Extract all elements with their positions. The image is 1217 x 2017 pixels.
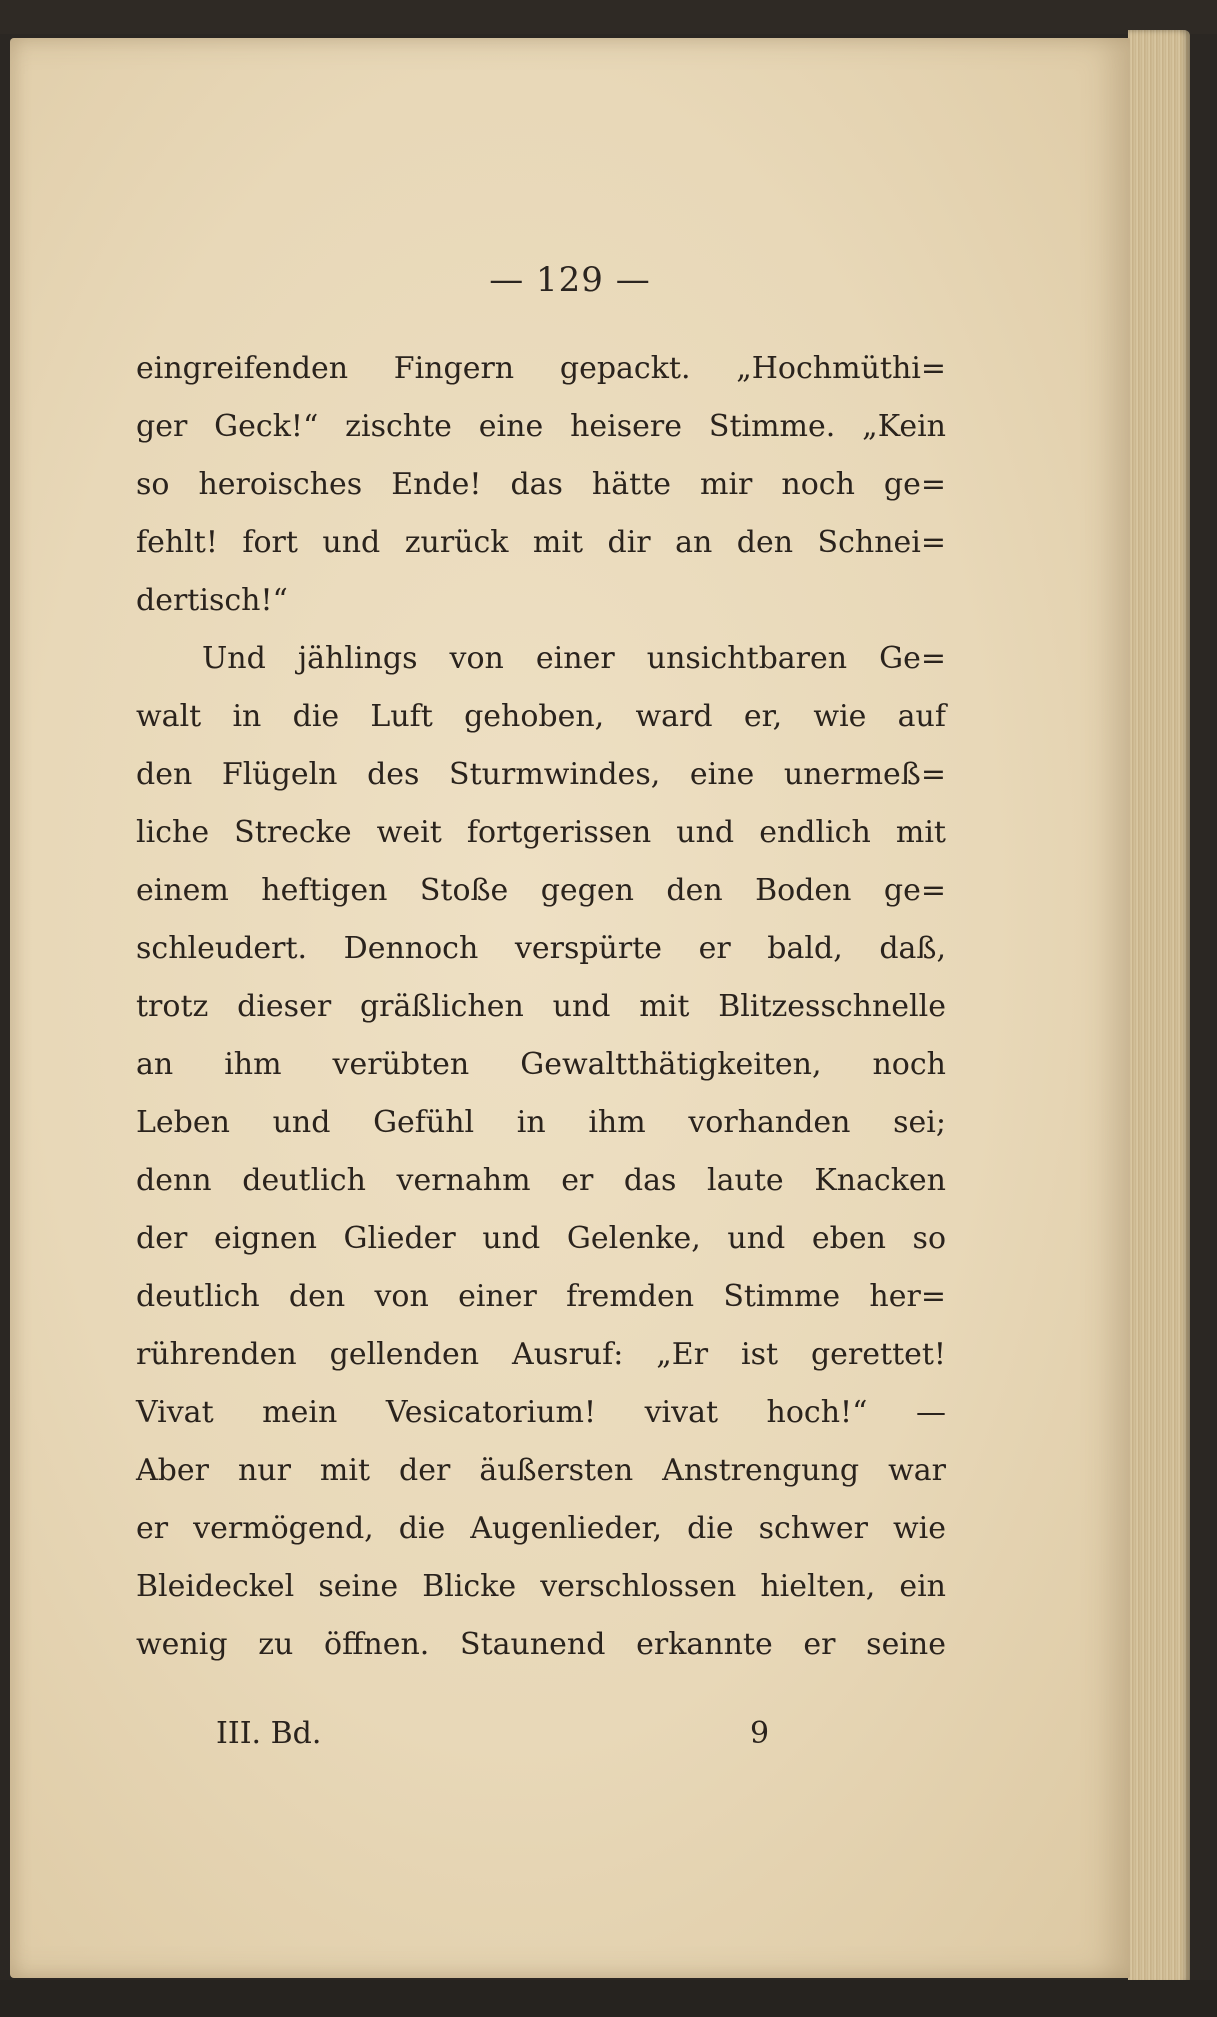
- text-line: den Flügeln des Sturmwindes, eine unermeß=: [136, 757, 946, 792]
- text-line: Vivat mein Vesicatorium! vivat hoch!“ —: [136, 1395, 946, 1430]
- page-number-header: — 129 —: [489, 260, 651, 300]
- page-body-text: [136, 340, 946, 1674]
- book-page: [10, 38, 1130, 1978]
- text-line: wenig zu öffnen. Staunend erkannte er seine: [136, 1627, 946, 1662]
- text-line: er vermögend, die Augenlieder, die schwer wie: [136, 1511, 946, 1546]
- scan-bottom-border: [0, 1980, 1217, 2017]
- text-line: der eignen Glieder und Gelenke, und eben so: [136, 1221, 946, 1256]
- text-line: liche Strecke weit fortgerissen und endlich mit: [136, 815, 946, 850]
- text-line: schleudert. Dennoch verspürte er bald, daß,: [136, 931, 946, 966]
- text-line: an ihm verübten Gewaltthätigkeiten, noch: [136, 1047, 946, 1082]
- scan-top-border: [0, 0, 1217, 34]
- text-line: trotz dieser gräßlichen und mit Blitzesschnelle: [136, 989, 946, 1024]
- text-line: deutlich den von einer fremden Stimme her=: [136, 1279, 946, 1314]
- page-edges: [1128, 30, 1190, 1985]
- text-line: Bleideckel seine Blicke verschlossen hielten, ein: [136, 1569, 946, 1604]
- text-line: ger Geck!“ zischte eine heisere Stimme. „Kein: [136, 409, 946, 444]
- text-line: eingreifenden Fingern gepackt. „Hochmüthi=: [136, 351, 946, 386]
- text-line: Leben und Gefühl in ihm vorhanden sei;: [136, 1105, 946, 1140]
- text-line: denn deutlich vernahm er das laute Knacken: [136, 1163, 946, 1198]
- text-line: fehlt! fort und zurück mit dir an den Schnei=: [136, 525, 946, 560]
- text-line: dertisch!“: [136, 583, 288, 618]
- text-line: so heroisches Ende! das hätte mir noch ge=: [136, 467, 946, 502]
- text-line: einem heftigen Stoße gegen den Boden ge=: [136, 873, 946, 908]
- text-line: Aber nur mit der äußersten Anstrengung war: [136, 1453, 946, 1488]
- text-line: walt in die Luft gehoben, ward er, wie auf: [136, 699, 946, 734]
- volume-signature: III. Bd.: [216, 1716, 322, 1751]
- paragraph-start-line: Und jählings von einer unsichtbaren Ge=: [202, 641, 946, 676]
- text-line: rührenden gellenden Ausruf: „Er ist gerettet!: [136, 1337, 946, 1372]
- sheet-number: 9: [750, 1716, 770, 1751]
